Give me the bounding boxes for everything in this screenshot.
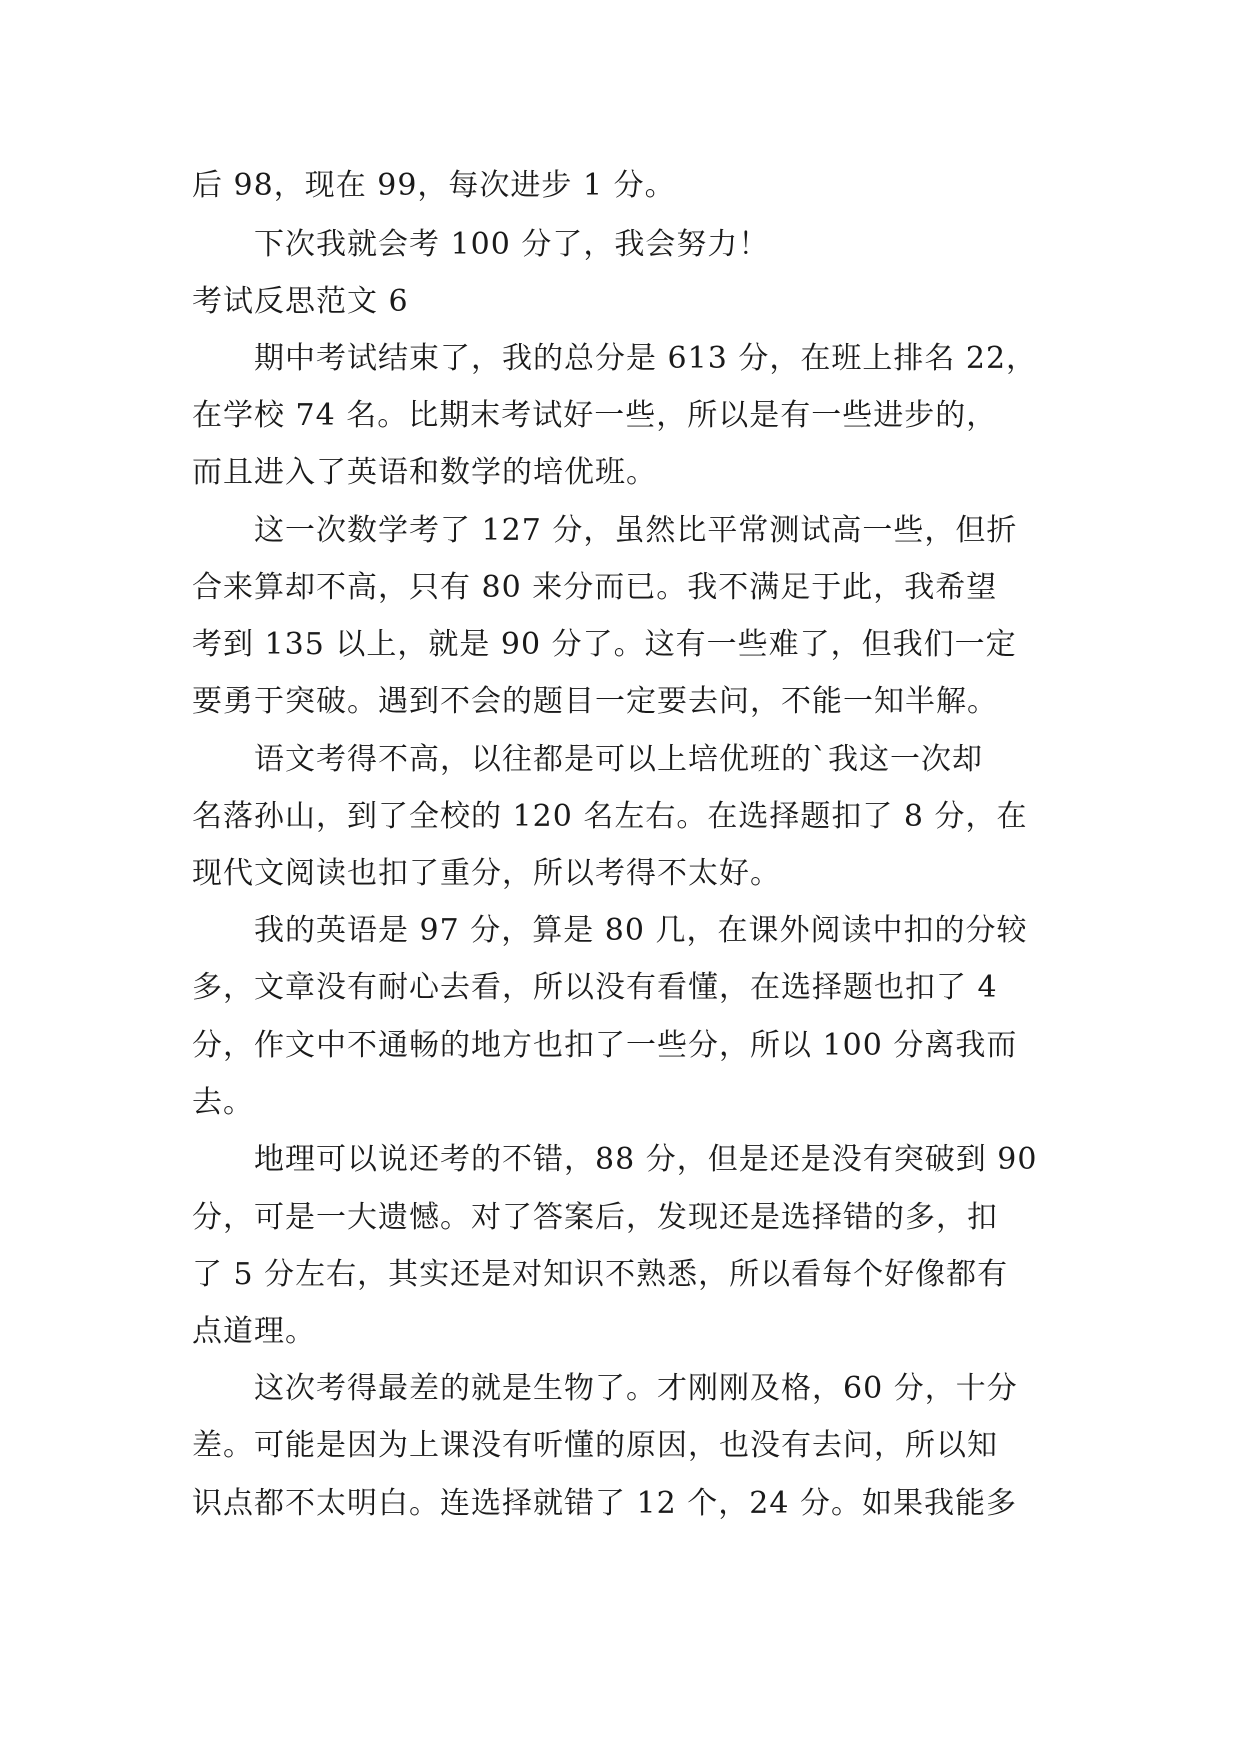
text-line: 这次考得最差的就是生物了。才刚刚及格，60 分，十分 <box>254 1371 1018 1406</box>
text-line: 下次我就会考 100 分了，我会努力！ <box>254 227 770 262</box>
text-line: 期中考试结束了，我的总分是 613 分，在班上排名 22， <box>254 341 1038 376</box>
text-line: 分，作文中不通畅的地方也扣了一些分，所以 100 分离我而 <box>192 1028 1018 1063</box>
text-line: 名落孙山，到了全校的 120 名左右。在选择题扣了 8 分，在 <box>192 799 1028 834</box>
text-line: 差。可能是因为上课没有听懂的原因，也没有去问，所以知 <box>192 1428 998 1463</box>
text-line: 这一次数学考了 127 分，虽然比平常测试高一些，但折 <box>254 513 1018 548</box>
text-line: 合来算却不高，只有 80 来分而已。我不满足于此，我希望 <box>192 570 998 605</box>
section-heading: 考试反思范文 6 <box>192 284 409 319</box>
text-line: 考到 135 以上，就是 90 分了。这有一些难了，但我们一定 <box>192 627 1017 662</box>
text-line: 后 98，现在 99，每次进步 1 分。 <box>192 168 676 203</box>
text-line: 去。 <box>192 1085 254 1120</box>
text-line: 在学校 74 名。比期末考试好一些，所以是有一些进步的， <box>192 398 998 433</box>
text-line: 多，文章没有耐心去看，所以没有看懂，在选择题也扣了 4 <box>192 970 998 1005</box>
text-line: 我的英语是 97 分，算是 80 几，在课外阅读中扣的分较 <box>254 913 1028 948</box>
text-line: 识点都不太明白。连选择就错了 12 个，24 分。如果我能多 <box>192 1486 1017 1521</box>
text-line: 分，可是一大遗憾。对了答案后，发现还是选择错的多，扣 <box>192 1200 998 1235</box>
text-line: 了 5 分左右，其实还是对知识不熟悉，所以看每个好像都有 <box>192 1257 1009 1292</box>
text-line: 点道理。 <box>192 1314 316 1349</box>
text-line: 要勇于突破。遇到不会的题目一定要去问，不能一知半解。 <box>192 684 998 719</box>
text-line: 地理可以说还考的不错，88 分，但是还是没有突破到 90 <box>254 1142 1038 1177</box>
text-line: 现代文阅读也扣了重分，所以考得不太好。 <box>192 856 781 891</box>
text-line: 语文考得不高，以往都是可以上培优班的`我这一次却 <box>254 742 983 777</box>
text-line: 而且进入了英语和数学的培优班。 <box>192 455 657 490</box>
